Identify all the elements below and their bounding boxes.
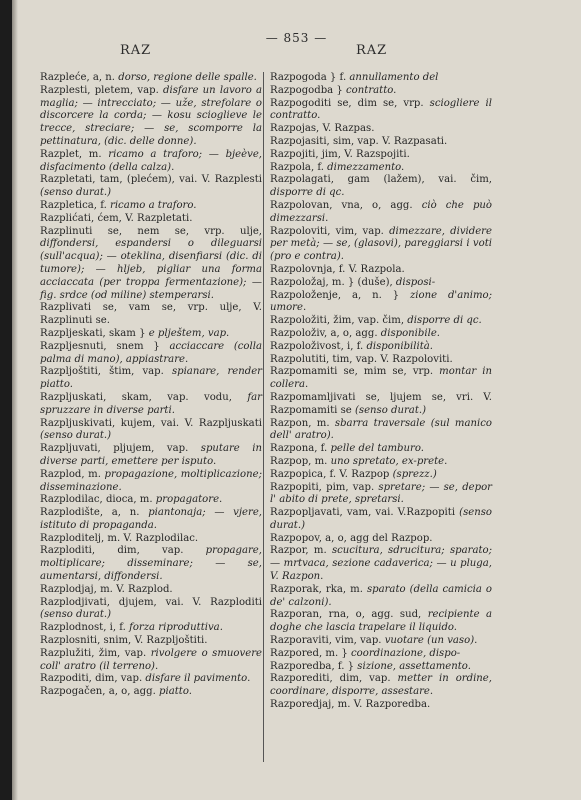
dictionary-entry	[260, 366, 492, 392]
entry-translation: zione d'animo; umore.	[270, 289, 492, 314]
entry-headword: Razpolovan, vna, o, agg.	[270, 199, 422, 211]
dictionary-entry	[260, 72, 492, 85]
entry-translation: e plještem, vap.	[148, 327, 230, 339]
entry-translation: (sprezz.)	[392, 468, 437, 480]
dictionary-entry	[260, 673, 492, 699]
dictionary-entry	[260, 456, 492, 469]
entry-headword: Razpoložaj, m. } (duše),	[270, 276, 396, 288]
entry-headword: Razplinuti se, nem se, vrp. ulje,	[40, 225, 262, 237]
entry-headword: Razporedba, f. }	[270, 660, 358, 672]
entry-translation: sputare in diverse parti, emettere per isputo.	[40, 443, 262, 467]
entry-translation: pelle del tamburo.	[330, 443, 424, 455]
entry-headword: Razpletica, f.	[40, 199, 110, 211]
dictionary-entry	[30, 545, 262, 583]
entry-translation: sbarra traversale (sul manico dell' aratro).	[270, 417, 492, 442]
dictionary-entry	[30, 328, 262, 341]
entry-translation: (senso durat.)	[40, 187, 112, 199]
entry-headword: Razpogoda } f.	[270, 72, 350, 83]
entry-translation: spretare; — se, depor l' abito di prete, spretarsi.	[270, 481, 492, 506]
entry-translation: disfare il pavimento.	[145, 673, 251, 685]
dictionary-entry	[30, 673, 262, 686]
entry-headword: Razplet, m.	[40, 148, 109, 160]
entry-translation: (senso durat.)	[40, 609, 112, 621]
entry-headword: Razpleće, a, n.	[40, 72, 119, 83]
entry-headword: Razpoložiti, žim, vap. čim,	[270, 315, 408, 327]
dictionary-entry	[30, 72, 262, 85]
dictionary-entry	[260, 354, 492, 367]
entry-headword: Razplodnost, i, f.	[40, 622, 130, 634]
entry-headword: Razpor, m.	[270, 545, 332, 557]
dictionary-entry	[30, 149, 262, 175]
book-spine-shadow	[12, 0, 18, 800]
dictionary-entry	[260, 328, 492, 341]
dictionary-entry	[260, 507, 492, 533]
dictionary-entry	[260, 200, 492, 226]
entry-translation: piantonaja; — vjere, istituto di propaganda.	[40, 507, 262, 531]
dictionary-entry	[260, 635, 492, 648]
entry-headword: Razporak, rka, m.	[270, 583, 367, 595]
entry-translation: disposi-	[395, 276, 436, 288]
entry-headword: Razpona, f.	[270, 443, 331, 455]
entry-translation: metter in ordine, coordinare, disporre, assestare.	[270, 673, 492, 698]
dictionary-entry	[260, 85, 492, 98]
dictionary-entry	[30, 622, 262, 635]
dictionary-entry	[30, 686, 262, 699]
entry-headword: Razpojas, V. Razpas.	[270, 123, 375, 135]
entry-headword: Razpogačen, a, o, agg.	[40, 686, 160, 698]
dictionary-entry	[30, 366, 262, 392]
entry-translation: coordinazione, dispo-	[351, 647, 461, 659]
left-column	[40, 72, 262, 699]
dictionary-entry	[260, 174, 492, 200]
entry-headword: Razploditelj, m. V. Razplodilac.	[40, 532, 199, 544]
dictionary-entry	[30, 302, 262, 328]
entry-translation: recipiente a doghe che lascia trapelare il liquido.	[270, 609, 492, 634]
entry-translation: (senso durat.)	[270, 507, 492, 531]
entry-headword: Razpljeskati, skam }	[40, 327, 149, 339]
dictionary-entry	[260, 418, 492, 444]
entry-translation: disporre di qc.	[407, 315, 482, 327]
entry-headword: Razpoloživost, i, f.	[270, 340, 367, 352]
dictionary-entry	[260, 545, 492, 583]
left-running-head: RAZ	[120, 43, 152, 58]
dictionary-entry	[260, 482, 492, 508]
entry-headword: Razpljuvati, pljujem, vap.	[40, 443, 201, 455]
entry-headword: Razpogoditi se, dim se, vrp.	[270, 97, 430, 109]
dictionary-entry	[260, 609, 492, 635]
entry-headword: Razpomamiti se, mim se, vrp.	[270, 366, 440, 378]
entry-headword: Razplodjivati, djujem, vai. V. Razploditi	[40, 596, 262, 608]
right-running-head: RAZ	[356, 43, 388, 58]
entry-translation: rivolgere o smuovere coll' aratro (il terreno).	[40, 647, 262, 672]
entry-headword: Razpojasiti, sim, vap. V. Razpasati.	[270, 135, 448, 147]
entry-translation: forza riproduttiva.	[129, 622, 223, 634]
dictionary-entry	[260, 648, 492, 661]
entry-headword: Razporediti, dim, vap.	[270, 673, 398, 685]
dictionary-entry	[30, 226, 262, 303]
entry-headword: Razpogodba }	[270, 84, 347, 96]
entry-translation: annullamento del	[349, 72, 439, 83]
entry-headword: Razpljoštiti, štim, vap.	[40, 366, 172, 378]
entry-translation: (senso durat.)	[354, 404, 427, 416]
dictionary-entry	[30, 584, 262, 597]
entry-headword: Razpolagati, gam (lažem), vai. čim,	[270, 174, 492, 186]
entry-headword: Razpopov, a, o, agg del Razpop.	[270, 532, 433, 544]
entry-translation: far spruzzare in diverse parti.	[40, 391, 262, 416]
entry-headword: Razpopiti, pim, vap.	[270, 481, 379, 493]
dictionary-entry	[260, 98, 492, 124]
dictionary-entry	[260, 584, 492, 610]
entry-headword: Razplivati se, vam se, vrp. ulje, V. Razplinuti se.	[40, 302, 262, 327]
dictionary-entry	[30, 443, 262, 469]
entry-translation: disfare un lavoro a maglia; — intrecciato; — uže, strefolare o discorcere la corda; — kosu scioglieve le trecce, streciare; — se, scomporre la pettinatura, (dic. delle donne).	[40, 84, 262, 147]
entry-headword: Razpon, m.	[270, 417, 335, 429]
entry-translation: disporre di qc.	[270, 187, 345, 199]
dictionary-entry	[260, 699, 492, 712]
entry-headword: Razpolutiti, tim, vap. V. Razpoloviti.	[270, 353, 453, 365]
dictionary-entry	[260, 661, 492, 674]
entry-headword: Razpola, f.	[270, 161, 328, 173]
entry-headword: Razpljesnuti, snem }	[40, 340, 170, 352]
entry-translation: dimezzare, dividere per metà; — se, (glasovi), pareggiarsi i voti (pro e contra).	[270, 225, 492, 263]
entry-translation: ricamo a traforo.	[110, 199, 197, 211]
entry-headword: Razploditi, dim, vap.	[40, 545, 206, 557]
entry-translation: propagazione, moltiplicazione; disseminazione.	[40, 468, 262, 493]
dictionary-entry	[30, 341, 262, 367]
dictionary-entry	[30, 533, 262, 546]
entry-headword: Razpopljavati, vam, vai. V.Razpopiti	[270, 507, 460, 519]
dictionary-entry	[260, 341, 492, 354]
entry-headword: Razplužiti, žim, vap.	[40, 647, 151, 659]
dictionary-entry	[260, 533, 492, 546]
entry-headword: Razpoloženje, a, n. }	[270, 289, 410, 301]
dictionary-entry	[260, 162, 492, 175]
entry-translation: dorso, regione delle spalle.	[118, 72, 257, 83]
right-column	[270, 72, 492, 712]
entry-headword: Razpojiti, jim, V. Razspojiti.	[270, 148, 410, 160]
entry-headword: Razplodjaj, m. V. Razplod.	[40, 583, 173, 595]
entry-headword: Razpoditi, dim, vap.	[40, 673, 146, 685]
entry-translation: propagare, moltiplicare; disseminare; — se, aumentarsi, diffondersi.	[40, 545, 262, 583]
entry-translation: vuotare (un vaso).	[384, 635, 478, 647]
dictionary-entry	[260, 315, 492, 328]
entry-translation: scucitura, sdrucitura; sparato; — mrtvaca, sezione cadaverica; — u pluga, V. Razpon.	[270, 545, 492, 583]
dictionary-entry	[30, 85, 262, 149]
entry-headword: Razpljuskati, skam, vap. vodu,	[40, 391, 248, 403]
entry-headword: Razpored, m. }	[270, 647, 352, 659]
entry-translation: (senso durat.)	[40, 430, 112, 442]
entry-translation: disponibilità.	[366, 340, 434, 352]
entry-headword: Razplićati, ćem, V. Razpletati.	[40, 212, 193, 224]
entry-headword: Razpopica, f. V. Razpop	[270, 468, 393, 480]
dictionary-entry	[260, 290, 492, 316]
entry-translation: sizione, assettamento.	[357, 660, 471, 672]
dictionary-entry	[30, 507, 262, 533]
dictionary-entry	[30, 635, 262, 648]
dictionary-entry	[30, 648, 262, 674]
dictionary-entry	[30, 469, 262, 495]
dictionary-entry	[30, 418, 262, 444]
entry-translation: acciaccare (colla palma di mano), appiastrare.	[40, 340, 262, 365]
entry-translation: piatto.	[159, 686, 192, 698]
dictionary-entry	[260, 123, 492, 136]
entry-translation: contratto.	[346, 84, 397, 96]
entry-headword: Razpljuskivati, kujem, vai. V. Razpljuskati	[40, 417, 262, 429]
dictionary-entry	[260, 443, 492, 456]
entry-headword: Razpomamljivati se, ljujem se, vri. V. Razpomamiti se	[270, 391, 492, 416]
dictionary-entry	[260, 264, 492, 277]
entry-headword: Razplodilac, dioca, m.	[40, 494, 156, 506]
entry-headword: Razplosniti, snim, V. Razpljoštiti.	[40, 635, 208, 647]
entry-headword: Razplodište, a, n.	[40, 507, 149, 519]
entry-translation: diffondersi, espandersi o dileguarsi (sull'acqua); — oteklina, disenfiarsi (dic. di tumore); — hljeb, pigliar una forma acciaccata (per troppa fermentazione); — fig. srdce (od miline) stemperarsi.	[40, 238, 262, 301]
dictionary-entry	[260, 469, 492, 482]
entry-translation: propagatore.	[155, 494, 223, 506]
dictionary-entry	[260, 392, 492, 418]
entry-headword: Razpolovnja, f. V. Razpola.	[270, 263, 405, 275]
entry-headword: Razpoloviti, vim, vap.	[270, 225, 390, 237]
dictionary-page	[12, 0, 581, 800]
dictionary-entry	[30, 213, 262, 226]
entry-translation: sciogliere il contratto.	[270, 97, 492, 122]
dictionary-entry	[30, 392, 262, 418]
entry-translation: dimezzamento.	[327, 161, 405, 173]
entry-translation: uno spretato, ex-prete.	[330, 455, 448, 467]
entry-translation: disponibile.	[380, 327, 441, 339]
entry-translation: ciò che può dimezzarsi.	[270, 199, 493, 224]
dictionary-entry	[30, 494, 262, 507]
dictionary-entry	[30, 174, 262, 200]
entry-headword: Razpletati, tam, (plećem), vai. V. Razplesti	[40, 174, 262, 186]
entry-translation: montar in collera.	[270, 366, 492, 391]
entry-headword: Razporan, rna, o, agg. sud,	[270, 609, 428, 621]
page-number: — 853 —	[265, 31, 328, 45]
dictionary-entry	[260, 149, 492, 162]
entry-translation: spianare, render piatto.	[40, 366, 263, 391]
dictionary-entry	[30, 597, 262, 623]
dictionary-entry	[260, 277, 492, 290]
entry-headword: Razplod, m.	[40, 468, 105, 480]
entry-headword: Razpoloživ, a, o, agg.	[270, 327, 381, 339]
dictionary-entry	[260, 226, 492, 264]
entry-headword: Razporaviti, vim, vap.	[270, 635, 385, 647]
entry-headword: Razplesti, pletem, vap.	[40, 84, 163, 96]
dictionary-entry	[30, 200, 262, 213]
entry-translation: sparato (della camicia o de' calzoni).	[270, 583, 492, 608]
entry-headword: Razporedjaj, m. V. Razporedba.	[270, 699, 431, 711]
entry-translation: ricamo a traforo; — bjeève, disfacimento (della calza).	[40, 148, 262, 173]
dictionary-entry	[260, 136, 492, 149]
entry-headword: Razpop, m.	[270, 455, 331, 467]
